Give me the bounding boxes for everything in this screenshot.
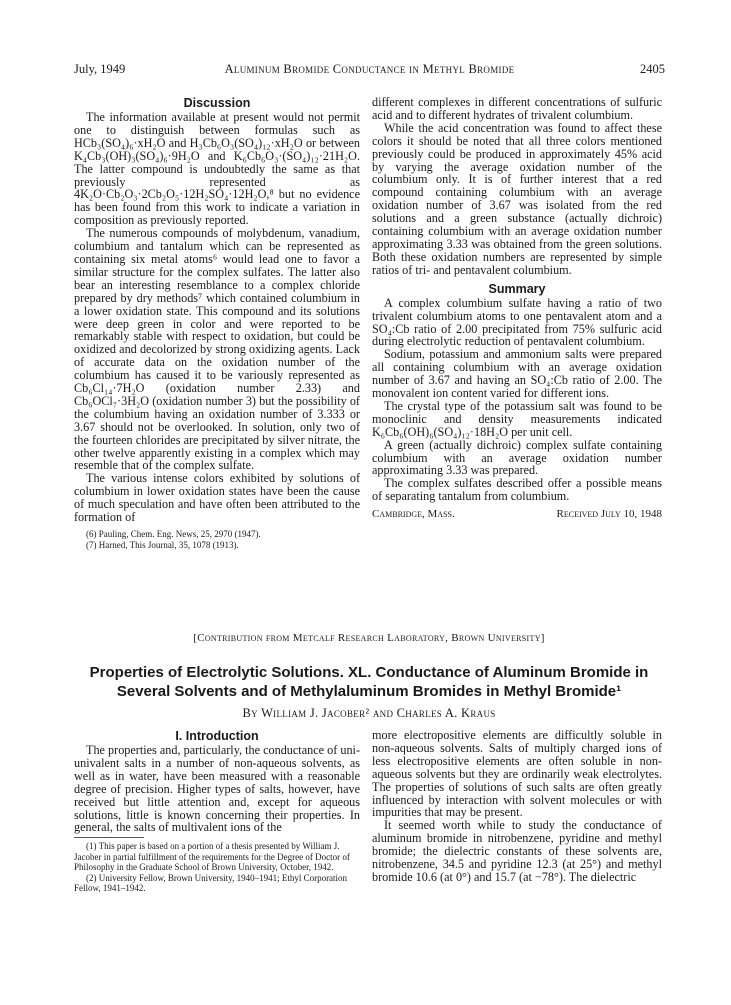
article-title — [74, 663, 664, 701]
header-date: July, 1949 — [74, 62, 126, 76]
introduction-paragraph-2: It seemed worth while to study the conductance of aluminum bromide in nitrobenzene, pyridine and methyl bromide; the dielectric constants of these solvents are, nitrobenzene, 34.5 and pyridine 12.3 (at 25°) and methyl bromide 10.6 (at 0°) and 15.7 (at −78°). The dielectric — [372, 818, 662, 884]
signature-line — [372, 508, 662, 521]
left-column-top — [74, 96, 360, 550]
introduction-heading: I. Introduction — [175, 729, 259, 743]
summary-heading: Summary — [488, 281, 546, 296]
summary-paragraph-5: The complex sulfates described offer a possible means of separating tantalum from columbium. — [372, 476, 662, 504]
footnote-2: (2) University Fellow, Brown University, 1940–1941; Ethyl Corporation Fellow, 1941–1942. — [74, 872, 348, 894]
introduction-paragraph-1: The properties and, particularly, the conductance of uni-univalent salts in a number of non-aqueous solvents, as well as in water, have been measured with a reasonable degree of precision. Higher types of salts, however, have received but little attention and, except for aqueous solutions, little is known concerning their properties. In general, the salts of multivalent ions of the — [74, 743, 360, 835]
right-column-top — [372, 96, 662, 521]
discussion-paragraph-1: The information available at present would not permit one to distinguish between formulas such as HCb₃(SO₄)₆·xH₂O and H₃Cb₆O₃(SO₄)₁₂·xH₂O or between K₄Cb₃(OH)₃(SO₄)₆·9H₂O and K₆Cb₆O₃·(SO₄)₁₂·21H₂O. The latter compound is undoubtedly the same as that previously represented as 4K₂O·Cb₂O₃·2Cb₂O₅·12H₂SO₄·12H₂O,⁸ but no evidence has been found from this work to indicate a variation in composition as previously reported. — [74, 110, 360, 228]
summary-paragraph-4: A green (actually dichroic) complex sulfate containing columbium with an average oxidation number approximating 3.33 was prepared. — [372, 437, 662, 478]
summary-paragraph-1: A complex columbium sulfate having a ratio of two trivalent columbium atoms to one pentavalent atom and a SO₄:Cb ratio of 2.00 precipitated from 75% sulfuric acid during electrolytic reduction of pentavalent columbium. — [372, 295, 662, 349]
left-column-bottom — [74, 729, 360, 894]
author-line: By William J. Jacober² and Charles A. Kraus — [242, 706, 496, 720]
discussion-paragraph-2: The numerous compounds of molybdenum, vanadium, columbium and tantalum which can be represented as containing six metal atoms⁶ would lead one to favor a similar structure for the complex sulfates. The latter also bear an interesting resemblance to a complex chloride prepared by dry methods⁷ which contained columbium in a lower oxidation state. This compound and its solutions were deep green in color and were reported to be remarkably stable with respect to oxidation, but could be oxidized and decolorized by strong oxidizing agents. Lack of accurate data on the oxidation number of the columbium has caused it to be variously represented as Cb₆Cl₁₄·7H₂O (oxidation number 2.33) and Cb₆OCl₇·3H₂O (oxidation number 3) but the possibility of the columbium having an oxidation number of 3.333 or 3.67 should not be overlooked. In solution, only two of the fourteen chlorides are precipitated by silver nitrate, the other twelve apparently existing in a complex which may resemble that of the complex sulfate. — [74, 226, 360, 473]
place: Cambridge, Mass. — [372, 508, 455, 521]
footnote-divider — [74, 837, 144, 838]
footnotes-top — [74, 529, 360, 550]
title-line-1: Properties of Electrolytic Solutions. XL. Conductance of Aluminum Bromide in — [89, 664, 649, 681]
discussion-continued-paragraph: different complexes in different concentrations of sulfuric acid and to different hydrates of trivalent columbium. — [372, 95, 662, 122]
footnote-1: (1) This paper is based on a portion of a thesis presented by William J. Jacober in partial fulfillment of the requirements for the Degree of Doctor of Philosophy in the Graduate School of Brown University, October, 1942. — [74, 841, 350, 873]
discussion-heading: Discussion — [183, 96, 251, 110]
running-title: Aluminum Bromide Conductance in Methyl Bromide — [224, 62, 515, 76]
contribution-line: [Contribution from Metcalf Research Laboratory, Brown University] — [193, 632, 545, 644]
discussion-paragraph-4: While the acid concentration was found to affect these colors it should be noted that all three colors mentioned previously could be produced in approximately 45% acid by varying the average oxidation number of the columbium only. It is of further interest that a red compound containing columbium with an average oxidation number of 3.67 was isolated from the red solutions and a green substance (actually dichroic) containing columbium with an average oxidation number approximating 3.33 was obtained from the green solutions. Both these oxidation numbers are represented by simple ratios of tri- and pentavalent columbium. — [372, 120, 662, 277]
summary-paragraph-3: The crystal type of the potassium salt was found to be monoclinic and density measurements indicated K₆Cb₆(OH)₆(SO₄)₁₂·18H₂O per unit cell. — [372, 398, 662, 439]
discussion-paragraph-3: The various intense colors exhibited by solutions of columbium in lower oxidation states have been the cause of much speculation and have often been attributed to the formation of — [74, 471, 360, 525]
title-line-2: Several Solvents and of Methylaluminum Bromides in Methyl Bromide¹ — [116, 683, 622, 700]
footnote-6: (6) Pauling, Chem. Eng. News, 25, 2970 (1947). — [86, 529, 261, 539]
summary-paragraph-2: Sodium, potassium and ammonium salts were prepared all containing columbium with an average oxidation number of 3.67 and having an SO₄:Cb ratio of 2.00. The monovalent ion content varied for different ions. — [372, 347, 662, 401]
right-column-bottom — [372, 729, 662, 884]
introduction-continued-paragraph: more electropositive elements are difficultly soluble in non-aqueous solvents. Salts of multiply charged ions of less electropositive elements are often soluble in non-aqueous solvents but they are ordinarily weak electrolytes. The properties of solutions of such salts are often greatly influenced by interaction with solvent molecules or with impurities that may be present. — [372, 728, 662, 820]
received-date: Received July 10, 1948 — [556, 508, 662, 521]
page-header — [74, 62, 665, 80]
page-number: 2405 — [640, 62, 665, 76]
footnote-7: (7) Harned, This Journal, 35, 1078 (1913). — [86, 539, 239, 550]
